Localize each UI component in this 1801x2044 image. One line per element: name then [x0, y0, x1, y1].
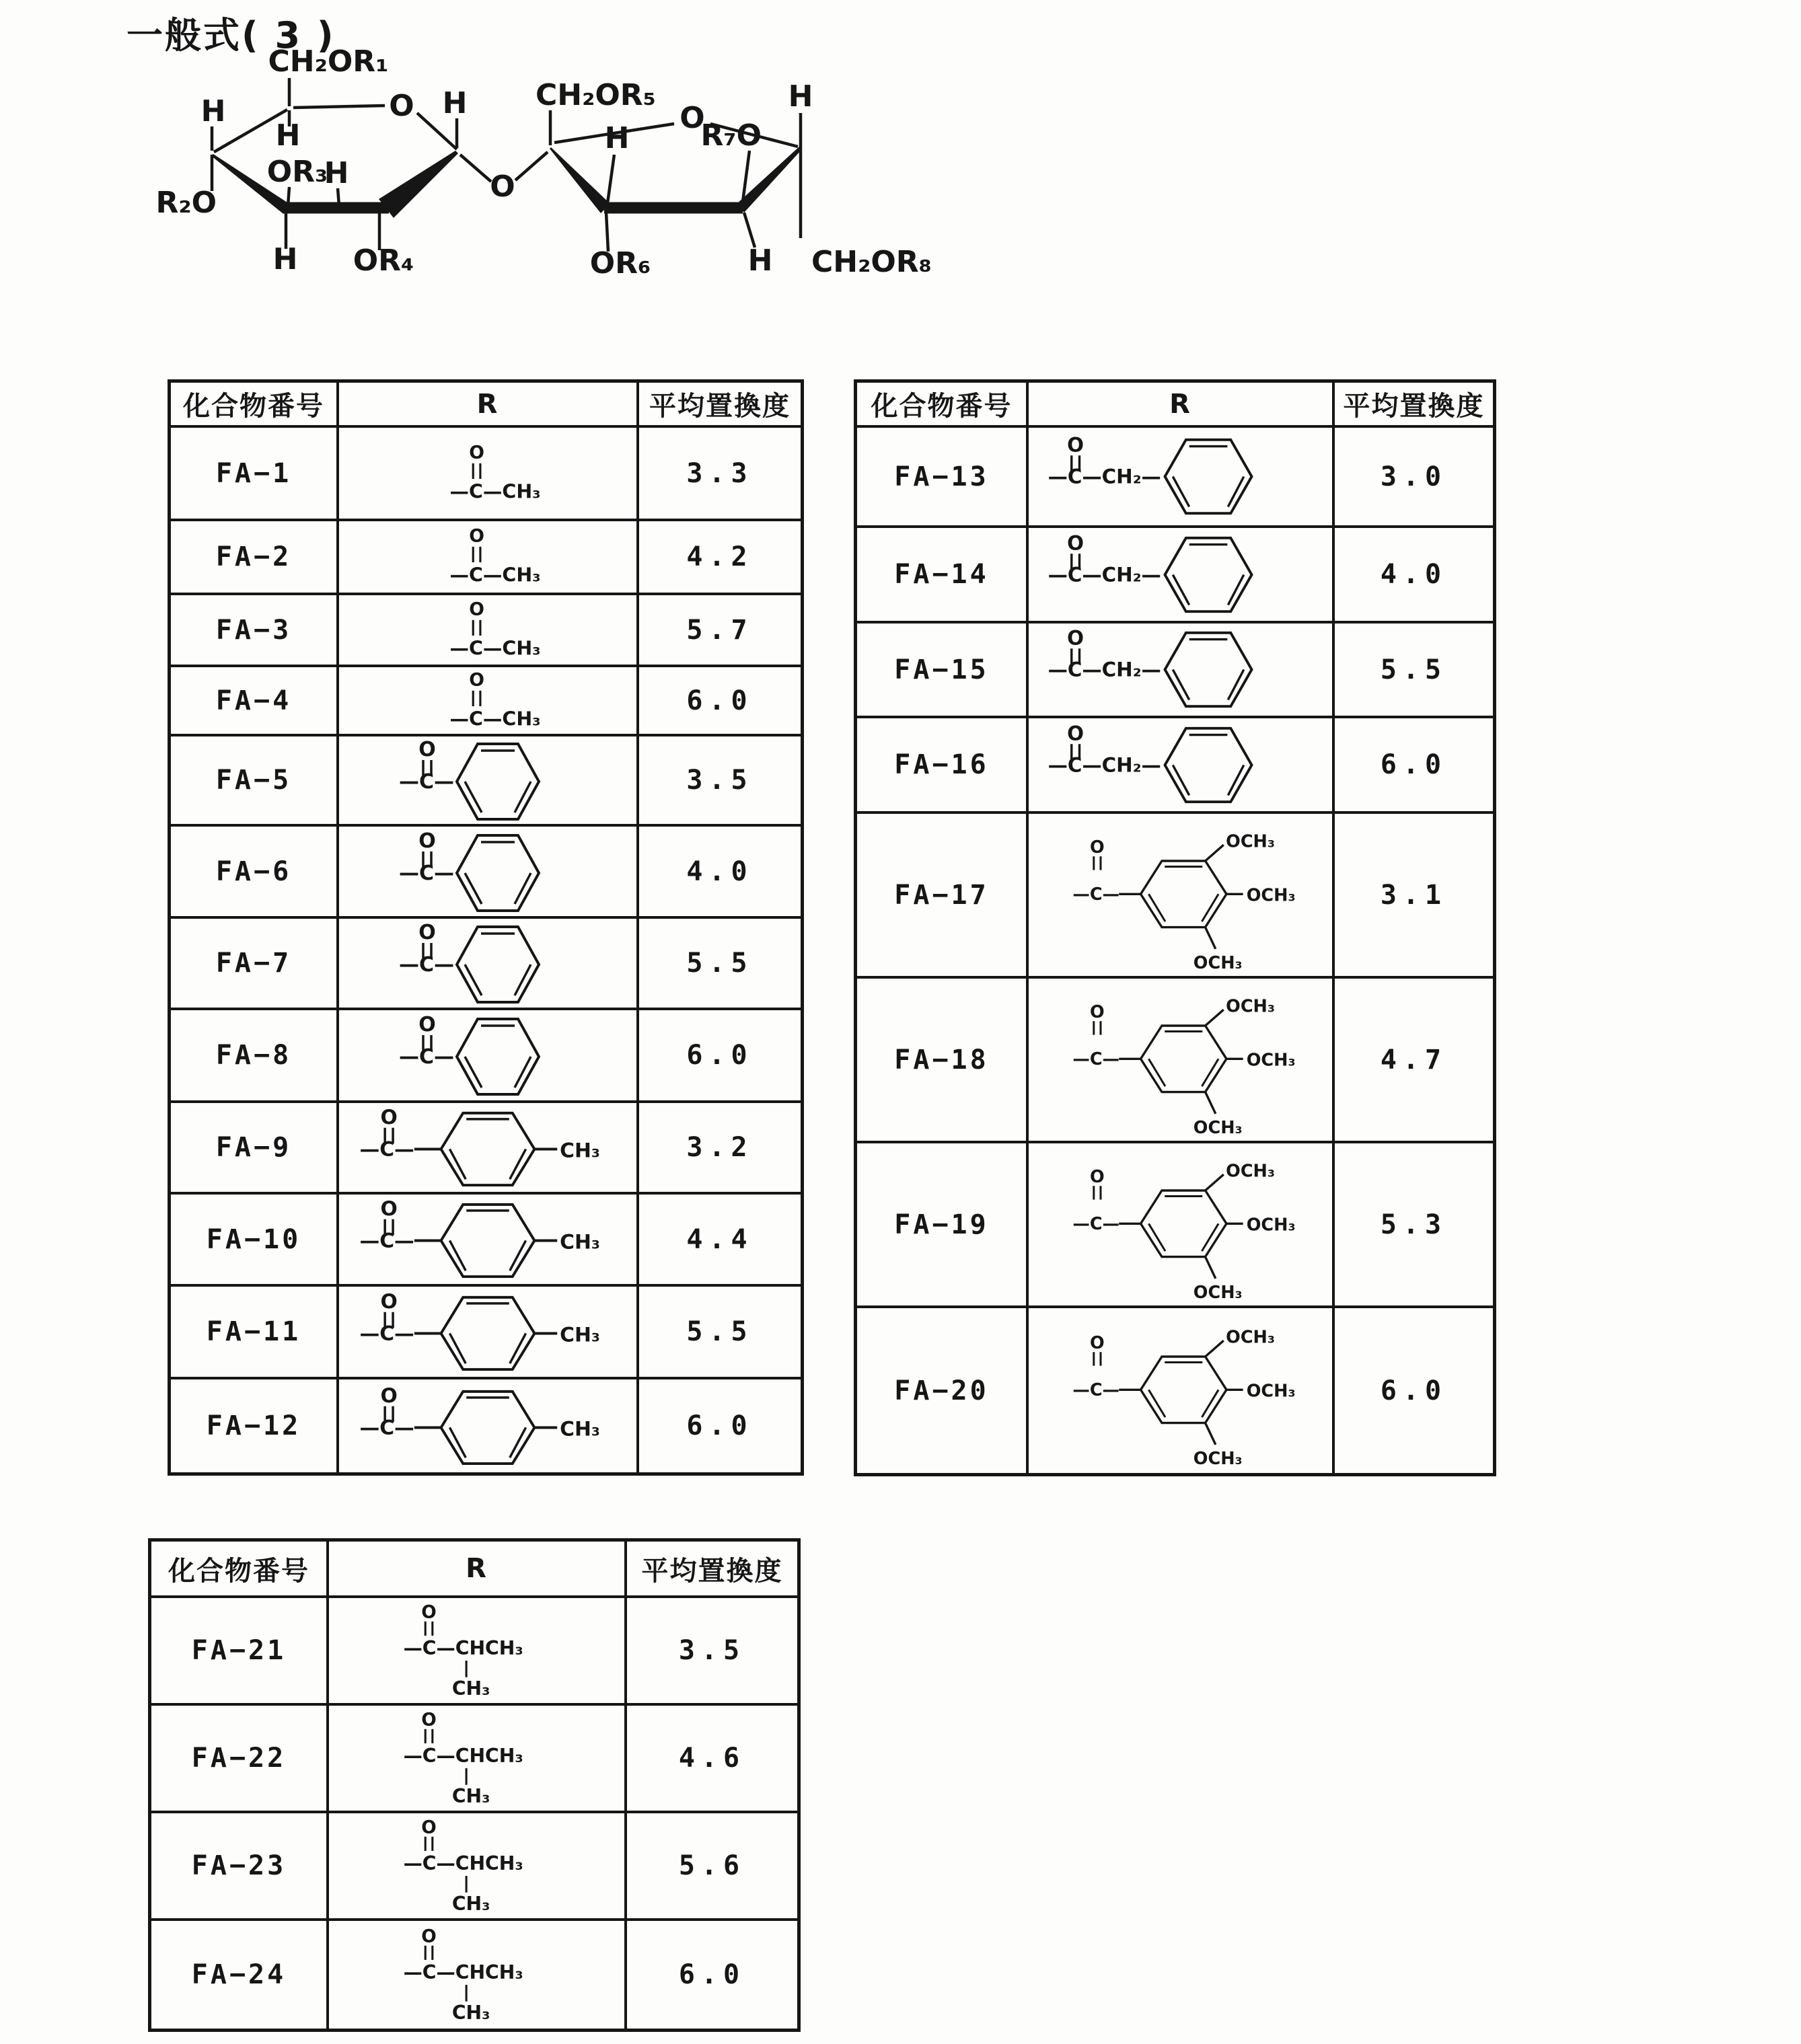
- atom-label: —C—: [359, 1321, 414, 1345]
- table-row: [171, 1379, 801, 1472]
- atom-label: CH₂OR₈: [811, 245, 932, 279]
- atom-label: O: [1066, 626, 1084, 650]
- compound-id: FA−11: [171, 1287, 339, 1377]
- atom-label: CH₃: [451, 1893, 490, 1916]
- structure-isobutyryl: [369, 1708, 585, 1809]
- structure-cell: [329, 1921, 627, 2029]
- table-row: [151, 1598, 797, 1706]
- structure-cell: [339, 667, 639, 734]
- table-row: [171, 1195, 801, 1287]
- header-cell: R: [329, 1542, 627, 1595]
- atom-label: OCH₃: [1193, 952, 1243, 973]
- substitution-value: 4.0: [1380, 559, 1448, 590]
- page-title: 一般式( 3 ): [126, 14, 336, 56]
- compound-id: FA−4: [171, 667, 339, 734]
- atom-label: CH₂OR₁: [268, 44, 389, 79]
- compound-id: FA−8: [171, 1010, 339, 1100]
- structure-cell: [1029, 814, 1335, 976]
- atom-label: H: [604, 121, 630, 155]
- atom-label: CH₃: [560, 1138, 600, 1162]
- atom-label: —C—CHCH₃: [403, 1852, 523, 1875]
- header-cell: 平均置換度: [649, 391, 791, 422]
- atom-label: O: [380, 1197, 398, 1221]
- header-cell: 化合物番号: [151, 1542, 329, 1595]
- atom-label: H: [747, 243, 773, 278]
- structure-cell: [1029, 1308, 1335, 1473]
- atom-label: —C—: [399, 770, 455, 794]
- atom-label: H: [788, 79, 813, 114]
- substitution-value: 6.0: [1380, 749, 1448, 780]
- compound-id: FA−14: [857, 528, 1029, 621]
- atom-label: OCH₃: [1246, 1381, 1296, 1401]
- atom-label: —C—: [359, 1415, 414, 1439]
- compound-id: FA−18: [857, 979, 1029, 1141]
- structure-cell: [339, 1103, 639, 1192]
- compound-table-1: [168, 379, 804, 1476]
- structure-cell: [329, 1706, 627, 1811]
- atom-label: O: [380, 1289, 398, 1314]
- structure-cell: [339, 1195, 639, 1284]
- structure-cell: [339, 428, 639, 519]
- atom-label: OR₆: [589, 246, 651, 280]
- table-row: [171, 1103, 801, 1195]
- atom-label: H: [272, 242, 298, 276]
- structure-phenylacetyl: [1036, 719, 1325, 811]
- atom-label: O: [1089, 1332, 1105, 1353]
- compound-id: FA−10: [171, 1195, 339, 1284]
- atom-label: O: [420, 1817, 437, 1838]
- structure-cell: [329, 1598, 627, 1703]
- structure-trimethoxybenzoyl: [1046, 1145, 1315, 1305]
- table-row: [857, 1143, 1493, 1308]
- table-row: [171, 428, 801, 521]
- atom-label: CH₃: [451, 1785, 490, 1808]
- structure-phenylacetyl: [1036, 529, 1325, 621]
- structure-phenylacetyl: [1036, 430, 1325, 523]
- compound-id: FA−2: [171, 521, 339, 593]
- table-row: [171, 521, 801, 595]
- structure-acetyl: [416, 441, 560, 506]
- compound-id: FA−21: [151, 1598, 329, 1703]
- compound-id: FA−22: [151, 1706, 329, 1811]
- atom-label: O: [1066, 531, 1084, 554]
- table-row: [171, 595, 801, 667]
- header-cell: 化合物番号: [857, 383, 1029, 425]
- table-row: [171, 1010, 801, 1103]
- atom-label: —C—CH₃: [449, 708, 541, 730]
- table-row: [171, 919, 801, 1010]
- structure-cell: [339, 827, 639, 916]
- substitution-value: 6.0: [678, 1959, 746, 1990]
- compound-id: FA−19: [857, 1143, 1029, 1305]
- structure-acetyl: [416, 597, 560, 663]
- substitution-value: 3.2: [686, 1132, 754, 1163]
- table-row: [857, 623, 1493, 718]
- compound-id: FA−17: [857, 814, 1029, 976]
- substitution-value: 6.0: [686, 685, 754, 716]
- substitution-value: 4.0: [686, 856, 754, 887]
- atom-label: —C—CH₂—: [1047, 465, 1161, 488]
- atom-label: O: [418, 921, 436, 944]
- structure-phenylacetyl: [1036, 623, 1325, 716]
- atom-label: OCH₃: [1225, 996, 1275, 1017]
- atom-label: O: [468, 669, 484, 691]
- atom-label: O: [420, 1601, 437, 1623]
- table-row: [171, 667, 801, 736]
- compound-id: FA−12: [171, 1379, 339, 1472]
- header-cell: R: [339, 383, 639, 425]
- atom-label: O: [420, 1709, 437, 1731]
- structure-cell: [339, 919, 639, 1008]
- table-row: [151, 1706, 797, 1813]
- atom-label: O: [1089, 1001, 1105, 1022]
- atom-label: CH₃: [451, 2002, 490, 2024]
- compound-id: FA−9: [171, 1103, 339, 1192]
- structure-toluoyl: [347, 1382, 628, 1470]
- atom-label: —C—: [1072, 1379, 1119, 1400]
- table-header-row: [857, 383, 1493, 428]
- table-row: [171, 1287, 801, 1379]
- substitution-value: 3.5: [678, 1635, 746, 1666]
- atom-label: CH₃: [451, 1677, 490, 1700]
- table-header-row: [171, 383, 801, 428]
- substitution-value: 4.2: [686, 541, 754, 572]
- atom-label: O: [468, 599, 484, 620]
- atom-label: OCH₃: [1246, 1050, 1296, 1070]
- substitution-value: 3.5: [686, 765, 754, 796]
- atom-label: OCH₃: [1193, 1282, 1243, 1303]
- table-header-row: [151, 1542, 797, 1598]
- atom-label: CH₃: [560, 1230, 600, 1254]
- substitution-value: 6.0: [1380, 1375, 1448, 1406]
- structure-benzoyl: [387, 827, 589, 916]
- atom-label: O: [468, 442, 484, 463]
- table-row: [857, 528, 1493, 623]
- atom-label: —C—: [1072, 884, 1119, 905]
- structure-cell: [1029, 979, 1335, 1141]
- atom-label: OCH₃: [1246, 1215, 1296, 1235]
- compound-id: FA−13: [857, 428, 1029, 525]
- atom-label: O: [380, 1105, 398, 1129]
- atom-label: —C—CH₃: [449, 480, 541, 503]
- atom-label: —C—: [359, 1229, 414, 1253]
- table-row: [151, 1813, 797, 1921]
- table-row: [857, 1308, 1493, 1473]
- header-cell: 平均置換度: [1343, 391, 1485, 422]
- atom-label: O: [490, 169, 515, 204]
- structure-toluoyl: [347, 1195, 628, 1283]
- atom-label: OCH₃: [1193, 1448, 1243, 1469]
- atom-label: —C—: [1072, 1213, 1119, 1234]
- header-cell: 平均置換度: [641, 1555, 783, 1587]
- atom-label: —C—: [399, 1045, 455, 1069]
- table-row: [171, 736, 801, 827]
- substitution-value: 6.0: [686, 1410, 754, 1441]
- atom-label: —C—: [1072, 1049, 1119, 1069]
- compound-id: FA−7: [171, 919, 339, 1008]
- structure-isobutyryl: [369, 1600, 585, 1701]
- structure-benzoyl: [387, 1011, 589, 1100]
- substitution-value: 5.6: [678, 1850, 746, 1881]
- atom-label: —C—: [399, 861, 455, 885]
- atom-label: —C—CHCH₃: [403, 1961, 523, 1984]
- structure-cell: [339, 521, 639, 593]
- compound-id: FA−3: [171, 595, 339, 665]
- structure-trimethoxybenzoyl: [1046, 815, 1315, 975]
- atom-label: —C—CHCH₃: [403, 1745, 523, 1768]
- atom-label: —C—: [359, 1137, 414, 1161]
- substitution-value: 6.0: [686, 1040, 754, 1071]
- structure-cell: [1029, 428, 1335, 525]
- atom-label: —C—CHCH₃: [403, 1637, 523, 1660]
- atom-label: —C—CH₂—: [1047, 562, 1161, 586]
- substitution-value: 5.5: [686, 948, 754, 979]
- structure-isobutyryl: [369, 1924, 585, 2025]
- structure-cell: [339, 736, 639, 824]
- substitution-value: 5.5: [686, 1316, 754, 1347]
- atom-label: O: [418, 829, 436, 853]
- atom-label: —C—: [399, 953, 455, 977]
- structure-cell: [1029, 718, 1335, 811]
- substitution-value: 5.5: [1380, 654, 1448, 685]
- table-row: [151, 1921, 797, 2029]
- table-row: [857, 979, 1493, 1143]
- table-row: [857, 428, 1493, 528]
- atom-label: —C—CH₃: [449, 637, 541, 660]
- atom-label: OCH₃: [1225, 831, 1275, 852]
- structure-cell: [1029, 623, 1335, 716]
- structure-acetyl: [416, 524, 560, 590]
- header-cell: R: [1029, 383, 1335, 425]
- structure-cell: [329, 1813, 627, 1918]
- table-row: [171, 827, 801, 919]
- compound-id: FA−16: [857, 718, 1029, 811]
- atom-label: O: [418, 738, 436, 761]
- compound-id: FA−6: [171, 827, 339, 916]
- atom-label: OCH₃: [1246, 885, 1296, 905]
- atom-label: OR₄: [353, 243, 414, 278]
- atom-label: O: [1066, 721, 1084, 745]
- structure-toluoyl: [347, 1104, 628, 1192]
- compound-id: FA−5: [171, 736, 339, 824]
- compound-table-2: [854, 379, 1496, 1476]
- atom-label: CH₃: [560, 1322, 600, 1347]
- structure-cell: [339, 1287, 639, 1377]
- substitution-value: 4.4: [686, 1223, 754, 1255]
- general-formula-structure: [151, 31, 1013, 321]
- table-row: [857, 718, 1493, 814]
- structure-trimethoxybenzoyl: [1046, 980, 1315, 1140]
- table-row: [857, 814, 1493, 979]
- substitution-value: 5.3: [1380, 1209, 1448, 1240]
- structure-isobutyryl: [369, 1815, 585, 1916]
- compound-id: FA−23: [151, 1813, 329, 1918]
- atom-label: O: [1066, 433, 1084, 457]
- atom-label: CH₂OR₅: [536, 78, 656, 112]
- atom-label: OR₃: [266, 155, 328, 189]
- structure-cell: [339, 1010, 639, 1100]
- atom-label: O: [468, 525, 484, 547]
- atom-label: R₂O: [155, 186, 217, 220]
- compound-id: FA−15: [857, 623, 1029, 716]
- atom-label: OCH₃: [1225, 1161, 1275, 1182]
- atom-label: O: [420, 1926, 437, 1947]
- substitution-value: 3.1: [1380, 879, 1448, 911]
- structure-cell: [1029, 1143, 1335, 1305]
- atom-label: H: [200, 94, 226, 128]
- atom-label: OCH₃: [1225, 1327, 1275, 1348]
- substitution-value: 5.7: [686, 614, 754, 646]
- atom-label: H: [324, 156, 349, 190]
- atom-label: O: [380, 1384, 398, 1408]
- substitution-value: 4.6: [678, 1743, 746, 1774]
- atom-label: H: [442, 86, 468, 120]
- compound-id: FA−1: [171, 428, 339, 519]
- atom-label: O: [1089, 837, 1105, 858]
- atom-label: O: [418, 1013, 436, 1036]
- atom-label: —C—CH₂—: [1047, 658, 1161, 681]
- structure-acetyl: [416, 668, 560, 734]
- header-cell: 化合物番号: [171, 383, 339, 425]
- atom-label: CH₃: [560, 1416, 600, 1441]
- atom-label: O: [1089, 1166, 1105, 1187]
- atom-label: R₇O: [700, 118, 762, 153]
- structure-toluoyl: [347, 1288, 628, 1376]
- compound-table-3: [148, 1538, 801, 2032]
- atom-label: O: [389, 89, 414, 123]
- atom-label: OCH₃: [1193, 1117, 1243, 1138]
- compound-id: FA−24: [151, 1921, 329, 2029]
- atom-label: H: [275, 118, 301, 153]
- atom-label: —C—CH₂—: [1047, 753, 1161, 776]
- structure-benzoyl: [387, 736, 589, 825]
- structure-cell: [1029, 528, 1335, 621]
- substitution-value: 4.7: [1380, 1044, 1448, 1075]
- structure-trimethoxybenzoyl: [1046, 1311, 1315, 1471]
- atom-label: O: [679, 101, 705, 135]
- structure-cell: [339, 1379, 639, 1472]
- substitution-value: 3.3: [686, 457, 754, 489]
- compound-id: FA−20: [857, 1308, 1029, 1473]
- substitution-value: 3.0: [1380, 461, 1448, 492]
- structure-benzoyl: [387, 919, 589, 1008]
- atom-label: —C—CH₃: [449, 564, 541, 586]
- structure-cell: [339, 595, 639, 665]
